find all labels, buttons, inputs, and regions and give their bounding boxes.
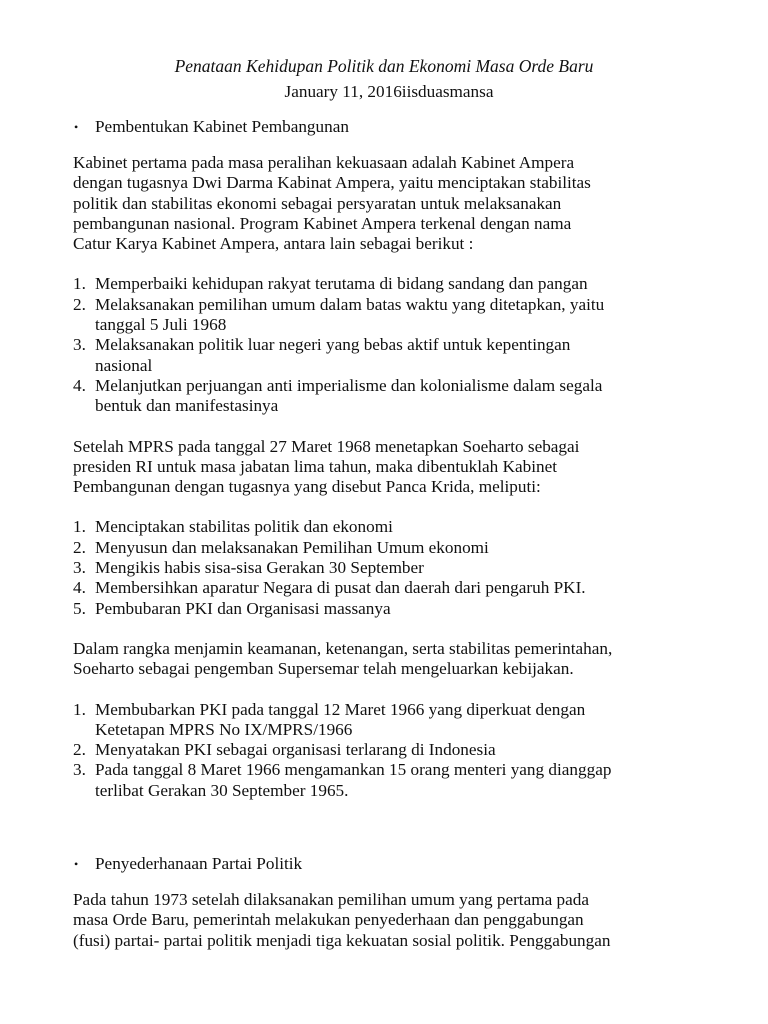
list-item-number: 3. [73, 335, 86, 355]
list-item-number: 1. [73, 517, 86, 537]
section-heading-text: Pembentukan Kabinet Pembangunan [95, 117, 349, 136]
list-item-number: 4. [73, 375, 86, 395]
bullet-icon: • [74, 857, 79, 872]
list-item-text: Melaksanakan pemilihan umum dalam batas waktu yang ditetapkan, yaitu tanggal 5 Juli 1968 [95, 294, 605, 335]
list-item-number: 1. [73, 699, 86, 719]
list-item [73, 599, 733, 619]
section-heading-partai [73, 854, 733, 874]
list-item [73, 558, 733, 578]
list-item-text: Pada tanggal 8 Maret 1966 mengamankan 15 orang menteri yang dianggap terlibat Gerakan 30 September 1965. [95, 760, 612, 800]
list-item-number: 4. [73, 578, 86, 598]
section-heading-kabinet [73, 117, 733, 137]
list-item-text: Menciptakan stabilitas politik dan ekonomi [95, 517, 393, 537]
list-item-number: 1. [73, 274, 86, 294]
list-item-number: 2. [73, 537, 86, 557]
list-item-number: 2. [73, 740, 86, 760]
document-body [73, 117, 733, 951]
list-item-number: 3. [73, 558, 86, 578]
paragraph-keamanan: Dalam rangka menjamin keamanan, ketenangan, serta stabilitas pemerintahan, Soeharto sebagai pengemban Supersemar telah mengeluarkan kebijakan. [73, 638, 613, 679]
list-item-text: Pembubaran PKI dan Organisasi massanya [95, 598, 391, 618]
list-item [73, 700, 733, 741]
list-item-number: 5. [73, 598, 86, 618]
document-title: Penataan Kehidupan Politik dan Ekonomi Masa Orde Baru [174, 56, 594, 76]
list-item-text: Menyusun dan melaksanakan Pemilihan Umum ekonomi [95, 537, 489, 557]
list-item-text: Memperbaiki kehidupan rakyat terutama di bidang sandang dan pangan [95, 274, 588, 294]
list-item [73, 740, 733, 760]
list-item [73, 274, 733, 294]
list-item-text: Menyatakan PKI sebagai organisasi terlarang di Indonesia [95, 740, 496, 760]
list-item-text: Membubarkan PKI pada tanggal 12 Maret 1966 yang diperkuat dengan Ketetapan MPRS No IX/MPRS/1966 [95, 699, 586, 739]
paragraph-intro: Kabinet pertama pada masa peralihan kekuasaan adalah Kabinet Ampera dengan tugasnya Dwi Darma Kabinat Ampera, yaitu menciptakan stabilitas politik dan stabilitas ekonomi sebagai persyaratan untuk melaksanakan pembangunan nasional. Program Kabinet Ampera terkenal dengan nama Catur Karya Kabinet Ampera, antara lain sebagai berikut : [73, 153, 591, 254]
list-panca-krida [73, 517, 733, 618]
list-item [73, 376, 733, 417]
list-item-text: Mengikis habis sisa-sisa Gerakan 30 September [95, 558, 424, 578]
list-item-text: Melanjutkan perjuangan anti imperialisme dan kolonialisme dalam segala bentuk dan manifestasinya [95, 375, 603, 416]
list-item-number: 3. [73, 760, 86, 780]
bullet-icon: • [74, 120, 79, 134]
list-item [73, 538, 733, 558]
list-item-number: 2. [73, 294, 86, 314]
list-item-text: Melaksanakan politik luar negeri yang bebas aktif untuk kepentingan nasional [95, 335, 571, 375]
list-catur-karya [73, 274, 733, 416]
list-item-text: Membersihkan aparatur Negara di pusat dan daerah dari pengaruh PKI. [95, 578, 586, 598]
list-item [73, 295, 733, 336]
section-heading-text: Penyederhanaan Partai Politik [95, 854, 303, 874]
list-item [73, 578, 733, 598]
list-kebijakan [73, 700, 733, 801]
list-item [73, 335, 733, 376]
list-item [73, 760, 733, 801]
paragraph-mprs: Setelah MPRS pada tanggal 27 Maret 1968 menetapkan Soeharto sebagai presiden RI untuk masa jabatan lima tahun, maka dibentuklah Kabinet Pembangunan dengan tugasnya yang disebut Panca Krida, meliputi: [73, 436, 580, 497]
document-date-line: January 11, 2016iisduasmansa [284, 82, 494, 101]
paragraph-fusi: Pada tahun 1973 setelah dilaksanakan pemilihan umum yang pertama pada masa Orde Baru, pemerintah melakukan penyederhaan dan penggabungan (fusi) partai- partai politik menjadi tiga kekuatan sosial politik. Penggabungan [73, 890, 611, 950]
list-item [73, 517, 733, 537]
